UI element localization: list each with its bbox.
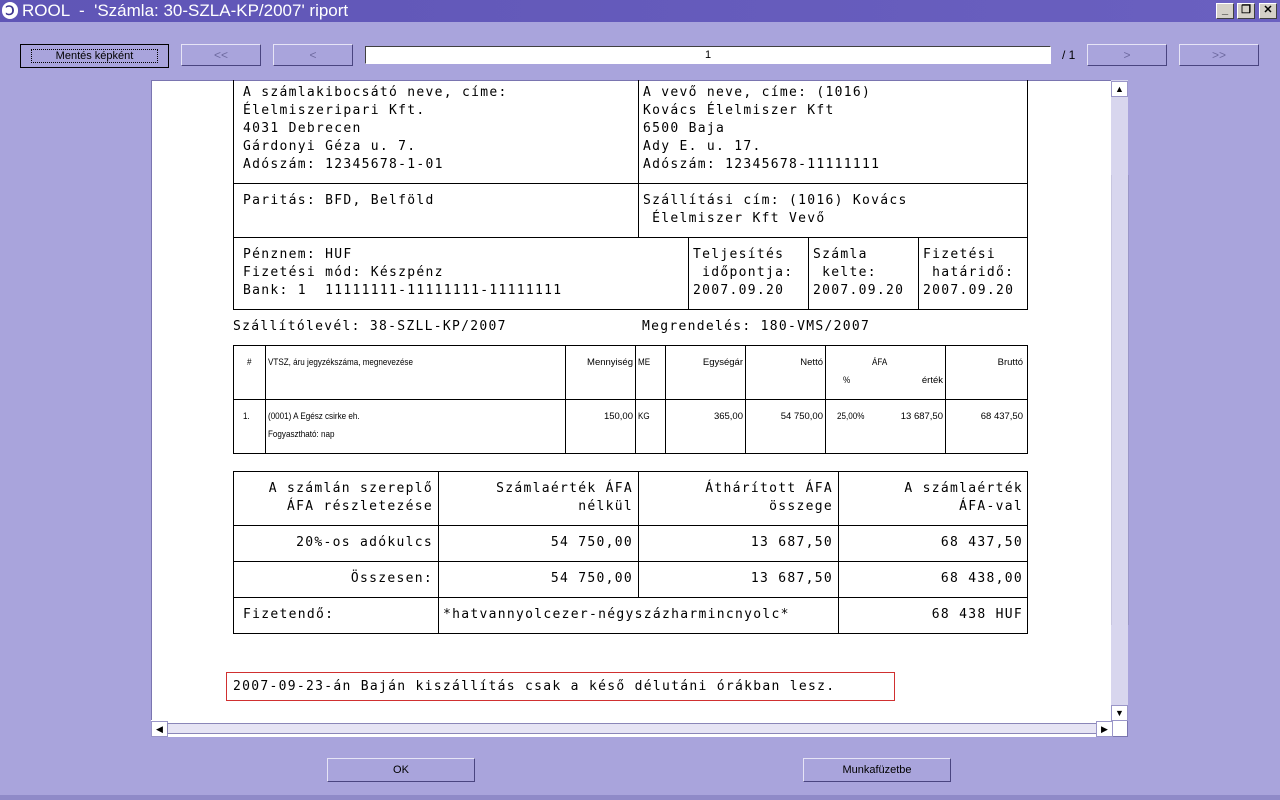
divider-row3 xyxy=(233,309,1028,310)
col-header-no: # xyxy=(247,357,252,368)
col-header-qty: Mennyiség xyxy=(587,357,633,368)
bottom-edge xyxy=(0,795,1280,800)
performance-label-2: időpontja: xyxy=(693,265,794,280)
summary-col-divider xyxy=(438,471,439,634)
col-header-vat-pct: % xyxy=(843,375,851,386)
parity: Paritás: BFD, Belföld xyxy=(243,193,435,208)
item-gross: 68 437,50 xyxy=(980,411,1023,422)
window-title: ROOL - 'Számla: 30-SZLA-KP/2007' riport xyxy=(22,1,349,20)
scroll-down-icon[interactable]: ▼ xyxy=(1111,705,1128,721)
item-unit: KG xyxy=(638,411,650,422)
col-header-gross: Bruttó xyxy=(997,357,1023,368)
scroll-left-icon[interactable]: ◀ xyxy=(151,721,168,737)
items-header-divider xyxy=(233,399,1028,400)
item-no: 1. xyxy=(243,411,250,422)
col-header-unit: ME xyxy=(638,357,651,368)
items-col-divider xyxy=(635,345,636,454)
payable-label: Fizetendő: xyxy=(243,607,335,622)
total-vat: 13 687,50 xyxy=(750,571,833,586)
summary-row-divider xyxy=(233,525,1028,526)
invoice-date-label-2: kelte: xyxy=(813,265,877,280)
vat-rate-net: 54 750,00 xyxy=(550,535,633,550)
col-header-name: VTSZ, áru jegyzékszáma, megnevezése xyxy=(268,357,413,368)
item-extra: Fogyasztható: nap xyxy=(268,429,335,440)
divider-dates-2 xyxy=(808,237,809,309)
summary-header-2-line-1: Számlaérték ÁFA xyxy=(496,481,633,496)
divider-seller-buyer xyxy=(638,80,639,237)
items-col-divider xyxy=(665,345,666,454)
divider-row2 xyxy=(233,237,1028,238)
items-col-divider xyxy=(565,345,566,454)
item-qty: 150,00 xyxy=(603,411,633,422)
restore-button[interactable]: ❐ xyxy=(1237,3,1255,19)
scroll-right-icon[interactable]: ▶ xyxy=(1096,721,1113,737)
divider-dates-1 xyxy=(688,237,689,309)
shipping-address-line-2: Élelmiszer Kft Vevő xyxy=(643,211,826,226)
title-bar xyxy=(0,0,1280,22)
app-icon: Ↄ xyxy=(2,2,18,19)
total-gross: 68 438,00 xyxy=(940,571,1023,586)
delivery-remark: 2007-09-23-án Baján kiszállítás csak a késő délutáni órákban lesz. xyxy=(226,672,895,701)
performance-date: 2007.09.20 xyxy=(693,283,785,298)
divider-dates-3 xyxy=(918,237,919,309)
ok-button[interactable]: OK xyxy=(327,758,475,782)
payment-method: Fizetési mód: Készpénz xyxy=(243,265,444,280)
seller-header: A számlakibocsátó neve, címe: xyxy=(243,85,508,100)
seller-tax-number: Adószám: 12345678-1-01 xyxy=(243,157,444,172)
border-right xyxy=(1027,80,1028,309)
invoice-date-label-1: Számla xyxy=(813,247,868,262)
seller-line-1: Élelmiszeripari Kft. xyxy=(243,103,426,118)
due-date: 2007.09.20 xyxy=(923,283,1015,298)
col-header-unit-price: Egységár xyxy=(702,357,743,368)
due-date-label-1: Fizetési xyxy=(923,247,997,262)
items-col-divider xyxy=(825,345,826,454)
performance-label-1: Teljesítés xyxy=(693,247,785,262)
export-to-workbook-button[interactable]: Munkafüzetbe xyxy=(803,758,951,782)
page-number-input[interactable]: 1 xyxy=(365,46,1051,64)
due-date-label-2: határidő: xyxy=(923,265,1015,280)
vertical-scrollbar[interactable] xyxy=(1111,80,1128,720)
scroll-up-icon[interactable]: ▲ xyxy=(1111,81,1128,97)
item-vat-pct: 25,00% xyxy=(837,411,865,422)
last-page-button[interactable]: >> xyxy=(1179,44,1259,66)
minimize-button[interactable]: _ xyxy=(1216,3,1234,19)
vat-rate-gross: 68 437,50 xyxy=(940,535,1023,550)
seller-line-2: 4031 Debrecen xyxy=(243,121,362,136)
page-total: / 1 xyxy=(1062,48,1076,62)
buyer-header: A vevő neve, címe: (1016) xyxy=(643,85,872,100)
col-header-net: Nettó xyxy=(800,357,823,368)
vertical-scroll-thumb[interactable] xyxy=(1111,175,1129,625)
buyer-tax-number: Adószám: 12345678-11111111 xyxy=(643,157,881,172)
col-header-vat-value: érték xyxy=(921,375,943,386)
buyer-line-1: Kovács Élelmiszer Kft xyxy=(643,103,835,118)
vat-rate-vat: 13 687,50 xyxy=(750,535,833,550)
payable-in-words: *hatvannyolcezer-négyszázharmincnyolc* xyxy=(443,607,790,622)
currency: Pénznem: HUF xyxy=(243,247,353,262)
items-col-divider xyxy=(945,345,946,454)
item-net: 54 750,00 xyxy=(780,411,823,422)
save-as-image-label: Mentés képként xyxy=(31,49,159,63)
seller-line-3: Gárdonyi Géza u. 7. xyxy=(243,139,417,154)
order-number: Megrendelés: 180-VMS/2007 xyxy=(642,319,871,334)
total-net: 54 750,00 xyxy=(550,571,633,586)
invoice-date: 2007.09.20 xyxy=(813,283,905,298)
buyer-line-3: Ady E. u. 17. xyxy=(643,139,762,154)
vat-rate-label: 20%-os adókulcs xyxy=(296,535,433,550)
horizontal-scrollbar[interactable] xyxy=(151,720,1111,737)
buyer-line-2: 6500 Baja xyxy=(643,121,726,136)
first-page-button[interactable]: << xyxy=(181,44,261,66)
summary-header-3-line-1: Áthárított ÁFA xyxy=(705,481,833,496)
items-col-divider xyxy=(745,345,746,454)
summary-header-4-line-1: A számlaérték xyxy=(904,481,1023,496)
prev-page-button[interactable]: < xyxy=(273,44,353,66)
item-vat-value: 13 687,50 xyxy=(900,411,943,422)
summary-header-1-line-1: A számlán szereplő xyxy=(268,481,433,496)
close-button[interactable]: ✕ xyxy=(1259,3,1277,19)
summary-header-4-line-2: ÁFA-val xyxy=(959,499,1023,514)
total-label: Összesen: xyxy=(350,571,433,586)
summary-row-divider xyxy=(233,597,1028,598)
summary-header-1-line-2: ÁFA részletezése xyxy=(286,499,433,514)
items-col-divider xyxy=(265,345,266,454)
summary-col-divider xyxy=(838,471,839,634)
item-unit-price: 365,00 xyxy=(713,411,743,422)
horizontal-scroll-thumb[interactable] xyxy=(167,723,1099,734)
payable-amount: 68 438 HUF xyxy=(931,607,1023,622)
shipping-address-line-1: Szállítási cím: (1016) Kovács xyxy=(643,193,908,208)
border-left xyxy=(233,80,234,309)
next-page-button[interactable]: > xyxy=(1087,44,1167,66)
summary-row-divider xyxy=(233,561,1028,562)
divider-row1 xyxy=(233,183,1028,184)
delivery-note: Szállítólevél: 38-SZLL-KP/2007 xyxy=(233,319,507,334)
col-header-vat: ÁFA xyxy=(872,357,888,368)
item-name: (0001) A Egész csirke eh. xyxy=(268,411,360,422)
summary-header-3-line-2: összege xyxy=(769,499,833,514)
summary-header-2-line-2: nélkül xyxy=(578,499,633,514)
save-as-image-button[interactable] xyxy=(20,44,169,68)
summary-col-divider xyxy=(638,471,639,597)
bank-account: Bank: 1 11111111-11111111-11111111 xyxy=(243,283,563,298)
